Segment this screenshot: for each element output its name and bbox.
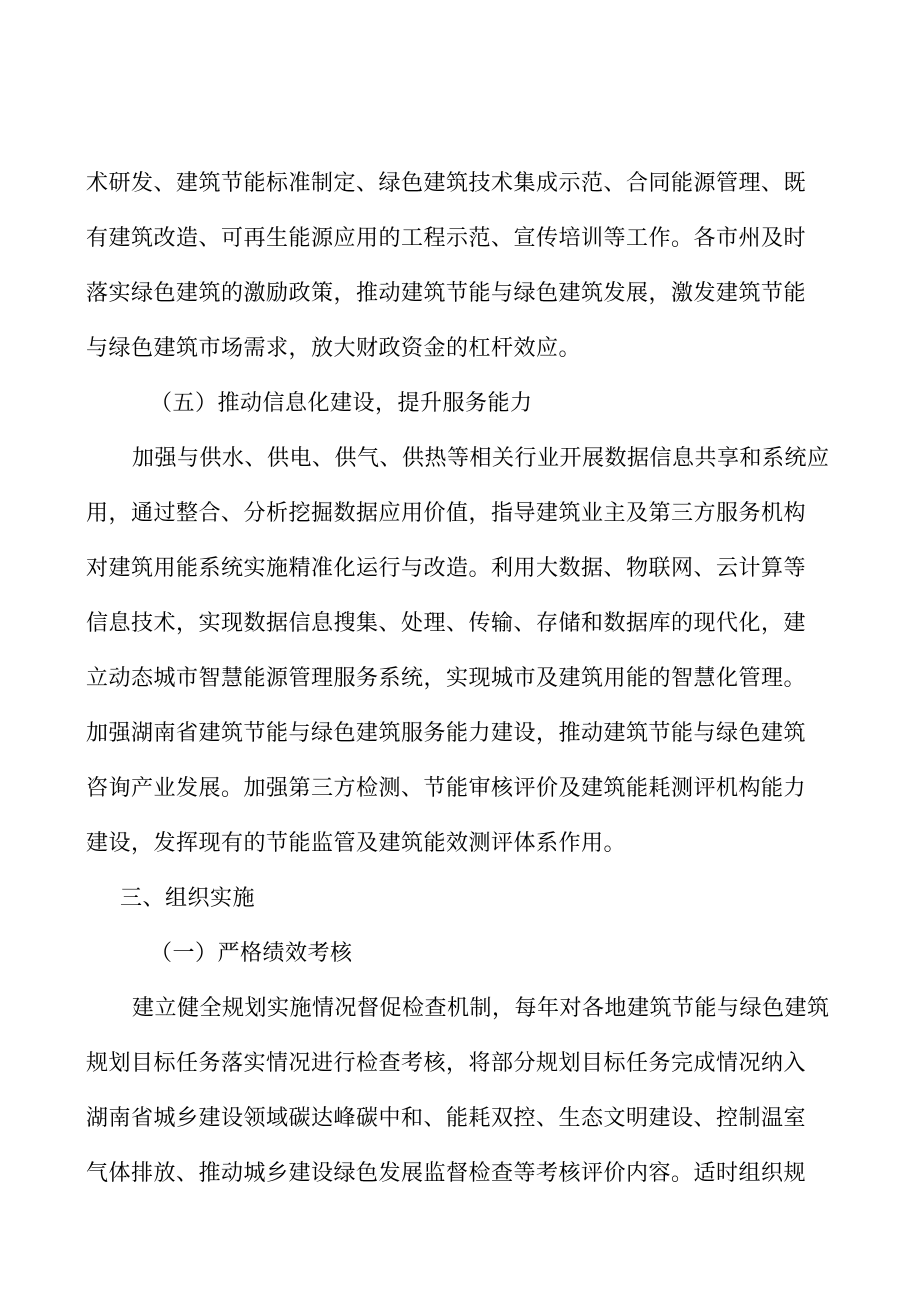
paragraph-line: 气体排放、推动城乡建设绿色发展监督检查等考核评价内容。适时组织规 bbox=[86, 1161, 807, 1186]
paragraph-line: 对建筑用能系统实施精准化运行与改造。利用大数据、物联网、云计算等 bbox=[86, 556, 807, 581]
paragraph-line: 建立健全规划实施情况督促检查机制，每年对各地建筑节能与绿色建筑 bbox=[132, 996, 830, 1021]
paragraph-line: 信息技术，实现数据信息搜集、处理、传输、存储和数据库的现代化，建 bbox=[86, 611, 807, 636]
paragraph-line: 湖南省城乡建设领域碳达峰碳中和、能耗双控、生态文明建设、控制温室 bbox=[86, 1106, 807, 1131]
paragraph-line: 加强湖南省建筑节能与绿色建筑服务能力建设，推动建筑节能与绿色建筑 bbox=[86, 721, 807, 746]
paragraph-line: 与绿色建筑市场需求，放大财政资金的杠杆效应。 bbox=[86, 336, 582, 361]
paragraph-line: 立动态城市智慧能源管理服务系统，实现城市及建筑用能的智慧化管理。 bbox=[86, 666, 807, 691]
section-heading: 三、组织实施 bbox=[120, 886, 256, 911]
subsection-heading: （一）严格绩效考核 bbox=[150, 941, 353, 966]
subsection-heading: （五）推动信息化建设，提升服务能力 bbox=[150, 391, 533, 416]
paragraph-line: 有建筑改造、可再生能源应用的工程示范、宣传培训等工作。各市州及时 bbox=[86, 226, 807, 251]
paragraph-line: 建设，发挥现有的节能监管及建筑能效测评体系作用。 bbox=[86, 831, 627, 856]
paragraph-line: 咨询产业发展。加强第三方检测、节能审核评价及建筑能耗测评机构能力 bbox=[86, 776, 807, 801]
paragraph-line: 加强与供水、供电、供气、供热等相关行业开展数据信息共享和系统应 bbox=[132, 446, 830, 471]
paragraph-line: 落实绿色建筑的激励政策，推动建筑节能与绿色建筑发展，激发建筑节能 bbox=[86, 281, 807, 306]
paragraph-line: 术研发、建筑节能标准制定、绿色建筑技术集成示范、合同能源管理、既 bbox=[86, 171, 807, 196]
paragraph-line: 规划目标任务落实情况进行检查考核，将部分规划目标任务完成情况纳入 bbox=[86, 1051, 807, 1076]
paragraph-line: 用，通过整合、分析挖掘数据应用价值，指导建筑业主及第三方服务机构 bbox=[86, 501, 807, 526]
